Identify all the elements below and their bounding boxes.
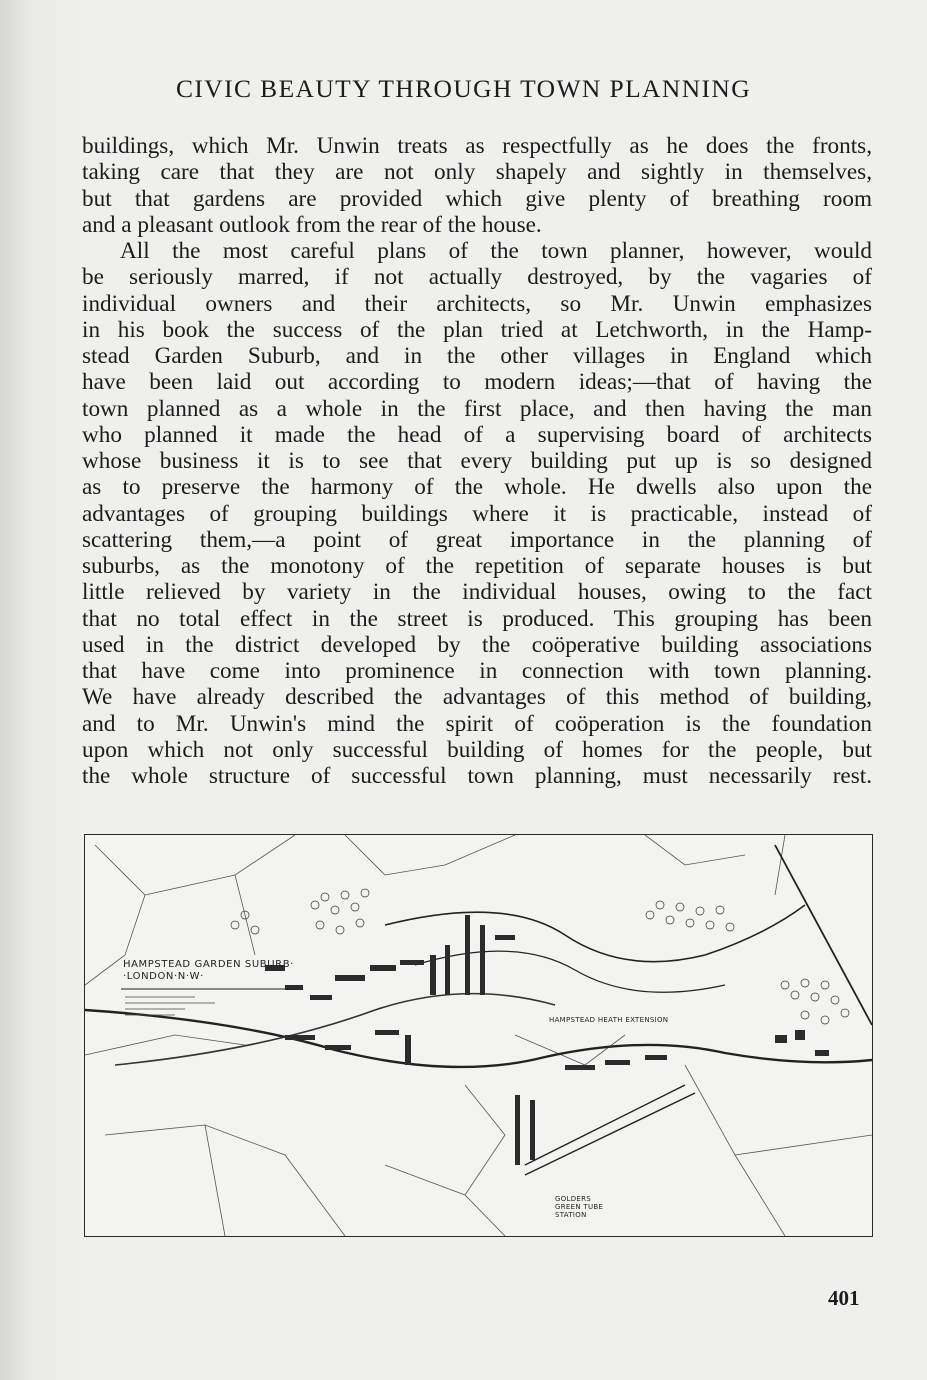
text-line: individual owners and their architects, so Mr. Unwin emphasizes <box>82 290 872 317</box>
text-line: as to preserve the harmony of the whole. He dwells also upon the <box>82 474 872 501</box>
text-line: be seriously marred, if not actually destroyed, by the vagaries of <box>82 264 872 291</box>
text-line: but that gardens are provided which give plenty of breathing room <box>82 185 872 212</box>
text-line: and a pleasant outlook from the rear of the house. <box>82 211 542 238</box>
text-line: the whole structure of successful town planning, must necessarily rest. <box>82 763 872 789</box>
suburb-plan-map <box>84 834 873 1237</box>
page-number: 401 <box>828 1286 860 1310</box>
text-line: that have come into prominence in connection with town planning. <box>82 658 872 684</box>
text-line: All the most careful plans of the town planner, however, would <box>120 238 872 264</box>
heath-label: HAMPSTEAD HEATH EXTENSION <box>549 1016 669 1024</box>
text-line: have been laid out according to modern ideas;—that of having the <box>82 369 872 396</box>
text-line: in his book the success of the plan tried at Letchworth, in the Hamp- <box>82 316 872 343</box>
text-line: stead Garden Suburb, and in the other villages in England which <box>82 343 872 369</box>
text-line: whose business it is to see that every building put up is so designed <box>82 448 872 474</box>
text-line: advantages of grouping buildings where it is practicable, instead of <box>82 500 872 527</box>
text-line: suburbs, as the monotony of the repetition of separate houses is but <box>82 553 872 579</box>
text-line: upon which not only successful building of homes for the people, but <box>82 736 872 763</box>
text-line: used in the district developed by the coöperative building associations <box>82 631 872 658</box>
running-head: CIVIC BEAUTY THROUGH TOWN PLANNING <box>175 74 752 103</box>
map-legend <box>123 959 294 983</box>
legend-title: HAMPSTEAD GARDEN SUBURB· <box>123 959 294 970</box>
text-line: and to Mr. Unwin's mind the spirit of coöperation is the foundation <box>82 710 872 737</box>
legend-subtitle: ·LONDON·N·W· <box>123 971 204 982</box>
map-drawing <box>85 835 872 1236</box>
body-text <box>82 133 872 789</box>
text-line: taking care that they are not only shapely and sightly in themselves, <box>82 159 872 186</box>
text-line: that no total effect in the street is produced. This grouping has been <box>82 605 872 632</box>
text-line: little relieved by variety in the individual houses, owing to the fact <box>82 579 872 606</box>
text-line: who planned it made the head of a supervising board of architects <box>82 421 872 448</box>
text-line: buildings, which Mr. Unwin treats as respectfully as he does the fronts, <box>82 133 872 159</box>
text-line: town planned as a whole in the first place, and then having the man <box>82 395 872 422</box>
text-line: We have already described the advantages of this method of building, <box>82 684 872 711</box>
text-line: scattering them,—a point of great importance in the planning of <box>82 526 872 553</box>
station-label: GOLDERS GREEN TUBE STATION <box>555 1195 604 1219</box>
